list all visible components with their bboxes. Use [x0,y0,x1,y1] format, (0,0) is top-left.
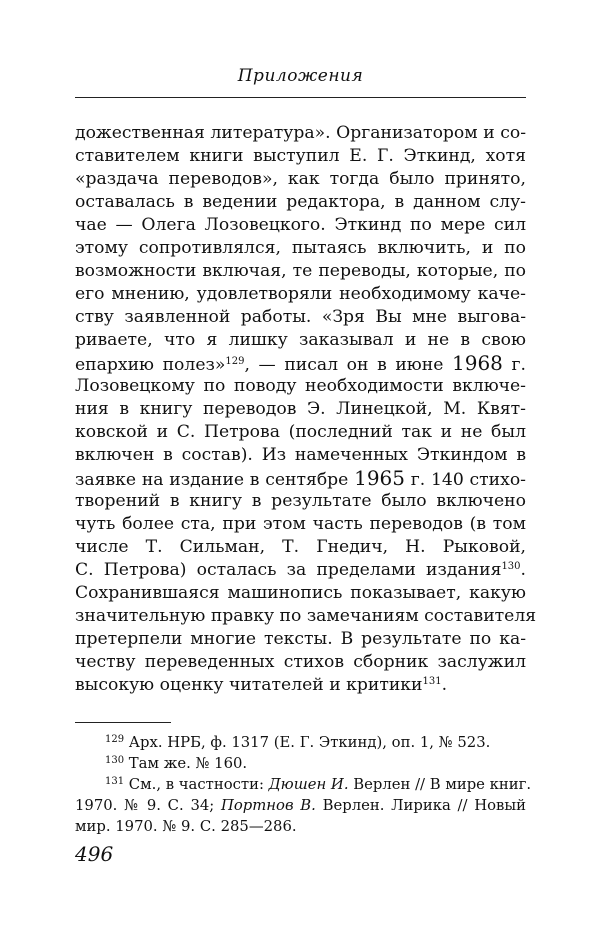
footnote-130: $^{130}$ Там же. № 160. [105,755,248,772]
text-line: оставалась в ведении редактора, в данном слу- [75,192,526,212]
book-page [75,0,537,941]
text-line: ковской и С. Петрова (последний так и не был [75,422,526,442]
text-line: Сохранившаяся машинопись показывает, какую [75,583,526,603]
footnote-rule [75,722,171,723]
footnotes [75,732,532,837]
text-line: высокую оценку читателей и критики$^{131}$. [75,675,448,695]
page-number: 496 [75,842,114,866]
text-line: возможности включая, те переводы, которые, по [75,261,526,281]
footnote-129: $^{129}$ Арх. НРБ, ф. 1317 (Е. Г. Эткинд), оп. 1, № 523. [105,734,491,751]
running-header: Приложения [237,66,364,86]
text-line: «раздача переводов», как тогда было принято, [75,169,526,189]
text-line: чае — Олега Лозовецкого. Эткинд по мере сил [75,215,526,235]
text-line: епархию полез»$^{129}$, — писал он в июне 1968 г. [75,351,526,375]
text-line: ния в книгу переводов Э. Линецкой, М. Квят- [75,399,526,419]
text-line: творений в книгу в результате было включено [75,491,526,511]
text-line: С. Петрова) осталась за пределами издания$^{130}$. [75,560,526,580]
text-line: значительную правку по замечаниям составителя [75,606,537,626]
footnote-131: $^{131}$ См., в частности: Дюшен И. Верлен // В мире книг. [105,776,532,793]
text-line: дожественная литература». Организатором и со- [75,123,526,143]
footnote-131-cont: 1970. № 9. С. 34; Портнов В. Верлен. Лирика // Новый [75,797,526,814]
text-line: риваете, что я лишку заказывал и не в свою [75,330,526,350]
text-line: заявке на издание в сентябре 1965 г. 140 стихо- [75,466,526,490]
text-line: включен в состав). Из намеченных Эткиндом в [75,445,526,465]
text-line: этому сопротивлялся, пытаясь включить, и по [75,238,526,258]
footnote-ref-131[interactable]: 131 [422,676,442,687]
text-line: числе Т. Сильман, Т. Гнедич, Н. Рыковой, [75,537,526,557]
text-line: Лозовецкому по поводу необходимости включе- [75,376,526,396]
header-rule [75,97,526,98]
text-line: его мнению, удовлетворяли необходимому каче- [75,284,526,304]
footnote-ref-129[interactable]: 129 [225,356,245,367]
text-line: честву переведенных стихов сборник заслужил [75,652,526,672]
text-line: претерпели многие тексты. В результате по ка- [75,629,526,649]
footnote-ref-130[interactable]: 130 [501,561,521,572]
text-line: ству заявленной работы. «Зря Вы мне выгова- [75,307,526,327]
text-line: ставителем книги выступил Е. Г. Эткинд, хотя [75,146,526,166]
text-line: чуть более ста, при этом часть переводов (в том [75,514,526,534]
footnote-131-end: мир. 1970. № 9. С. 285—286. [75,818,297,835]
main-text [75,122,537,697]
